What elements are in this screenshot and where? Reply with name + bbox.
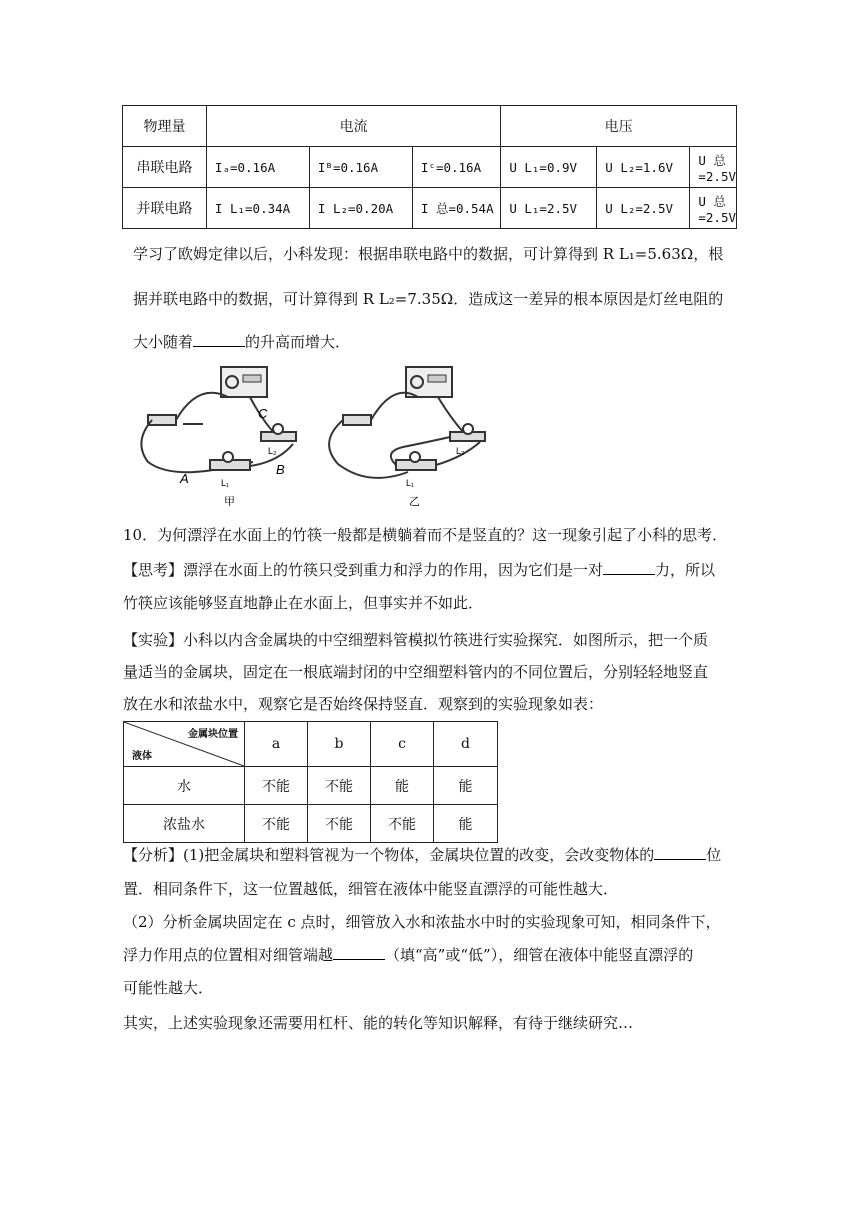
question-10: 10．为何漂浮在水面上的竹筷一般都是横躺着而不是竖直的？这一现象引起了小科的思考．: [123, 526, 728, 544]
think-line1: [123, 560, 738, 580]
table-row: [124, 767, 498, 805]
table-cell: U L₁=2.5V: [501, 188, 597, 229]
row-label: 串联电路: [123, 147, 207, 188]
corner-top-label: 金属块位置: [188, 729, 238, 740]
text-segment: 的升高而增大．: [245, 333, 351, 351]
label-l2-right: L₂: [456, 446, 465, 456]
col-header: d: [434, 722, 498, 767]
table-cell: 不能: [308, 767, 371, 805]
label-c: C: [258, 406, 268, 421]
table-cell: 不能: [245, 805, 308, 843]
answer-blank[interactable]: [603, 560, 655, 575]
table-cell: U L₁=0.9V: [501, 147, 597, 188]
table-cell: I 总=0.54A: [412, 188, 500, 229]
caption-left: 甲: [224, 496, 235, 508]
analysis-line3: （2）分析金属块固定在 c 点时，细管放入水和浓盐水中时的实验现象可知，相同条件下，: [123, 913, 721, 931]
table-cell: Iₐ=0.16A: [206, 147, 309, 188]
caption-right: 乙: [409, 496, 420, 508]
row-label: 浓盐水: [124, 805, 245, 843]
table-cell: U L₂=1.6V: [597, 147, 690, 188]
corner-diagonal-cell: [124, 722, 245, 767]
text-segment: （填“高”或“低”），细管在液体中能竖直漂浮的: [385, 946, 694, 964]
think-line2: 竹筷应该能够竖直地静止在水面上，但事实并不如此．: [123, 594, 484, 612]
col-header: c: [371, 722, 434, 767]
header-voltage: 电压: [501, 106, 737, 147]
experiment-line2: 量适当的金属块，固定在一根底端封闭的中空细塑料管内的不同位置后，分别轻轻地竖直: [123, 663, 709, 681]
table-cell: 不能: [308, 805, 371, 843]
switch-right: [343, 415, 371, 425]
analysis-line4: [123, 945, 738, 965]
table-cell: U 总=2.5V: [690, 147, 737, 188]
col-header: a: [245, 722, 308, 767]
analysis-line2: 置．相同条件下，这一位置越低，细管在液体中能竖直漂浮的可能性越大．: [123, 880, 619, 898]
col-header: b: [308, 722, 371, 767]
table-row: [123, 188, 737, 229]
circuit-diagram-figure: [128, 362, 508, 512]
text-segment: 【分析】(1)把金属块和塑料管视为一个物体，金属块位置的改变，会改变物体的: [123, 846, 655, 864]
final-remark: 其实，上述实验现象还需要用杠杆、能的转化等知识解释，有待于继续研究…: [123, 1014, 634, 1032]
text-segment: 【思考】漂浮在水面上的竹筷只受到重力和浮力的作用，因为它们是一对: [123, 561, 604, 579]
text-segment: 位: [706, 846, 722, 864]
answer-blank[interactable]: [654, 845, 706, 860]
answer-blank[interactable]: [333, 945, 385, 960]
table-cell: 不能: [371, 805, 434, 843]
header-current: 电流: [206, 106, 500, 147]
label-l1-left: L₁: [221, 478, 230, 488]
table-row: [123, 147, 737, 188]
answer-blank[interactable]: [193, 332, 245, 347]
label-l2-left: L₂: [268, 446, 277, 456]
analysis-line1: [123, 845, 738, 865]
table-cell: Iᴮ=0.16A: [309, 147, 412, 188]
table-cell: 不能: [245, 767, 308, 805]
float-experiment-table: [123, 721, 498, 843]
paragraph-ohm-line1: 学习了欧姆定律以后，小科发现：根据串联电路中的数据，可计算得到 R L₁=5.63Ω，根: [133, 245, 724, 263]
table-cell: U 总=2.5V: [690, 188, 737, 229]
paragraph-ohm-line3: [133, 332, 733, 352]
table-cell: 能: [371, 767, 434, 805]
paragraph-ohm-line2: 据并联电路中的数据，可计算得到 R L₂=7.35Ω．造成这一差异的根本原因是灯丝电阻的: [133, 290, 724, 308]
corner-bottom-label: 液体: [132, 751, 152, 762]
text-segment: 大小随着: [133, 333, 194, 351]
switch-left: [148, 415, 176, 425]
table-cell: I L₂=0.20A: [309, 188, 412, 229]
label-a: A: [180, 471, 189, 486]
table-header-row: [124, 722, 498, 767]
table-row: [124, 805, 498, 843]
label-b: B: [276, 462, 285, 477]
header-quantity: 物理量: [123, 106, 207, 147]
text-segment: 浮力作用点的位置相对细管端越: [123, 946, 334, 964]
table-cell: 能: [434, 767, 498, 805]
experiment-line1: 【实验】小科以内含金属块的中空细塑料管模拟竹筷进行实验探究．如图所示，把一个质: [123, 631, 709, 649]
circuit-data-table: [122, 105, 737, 229]
experiment-line3: 放在水和浓盐水中，观察它是否始终保持竖直．观察到的实验现象如表：: [123, 695, 604, 713]
table-cell: I L₁=0.34A: [206, 188, 309, 229]
table-header-row: [123, 106, 737, 147]
table-cell: U L₂=2.5V: [597, 188, 690, 229]
label-l1-right: L₁: [406, 478, 415, 488]
row-label: 并联电路: [123, 188, 207, 229]
table-cell: Iᶜ=0.16A: [412, 147, 500, 188]
table-cell: 能: [434, 805, 498, 843]
text-segment: 力，所以: [655, 561, 716, 579]
row-label: 水: [124, 767, 245, 805]
analysis-line5: 可能性越大．: [123, 979, 214, 997]
